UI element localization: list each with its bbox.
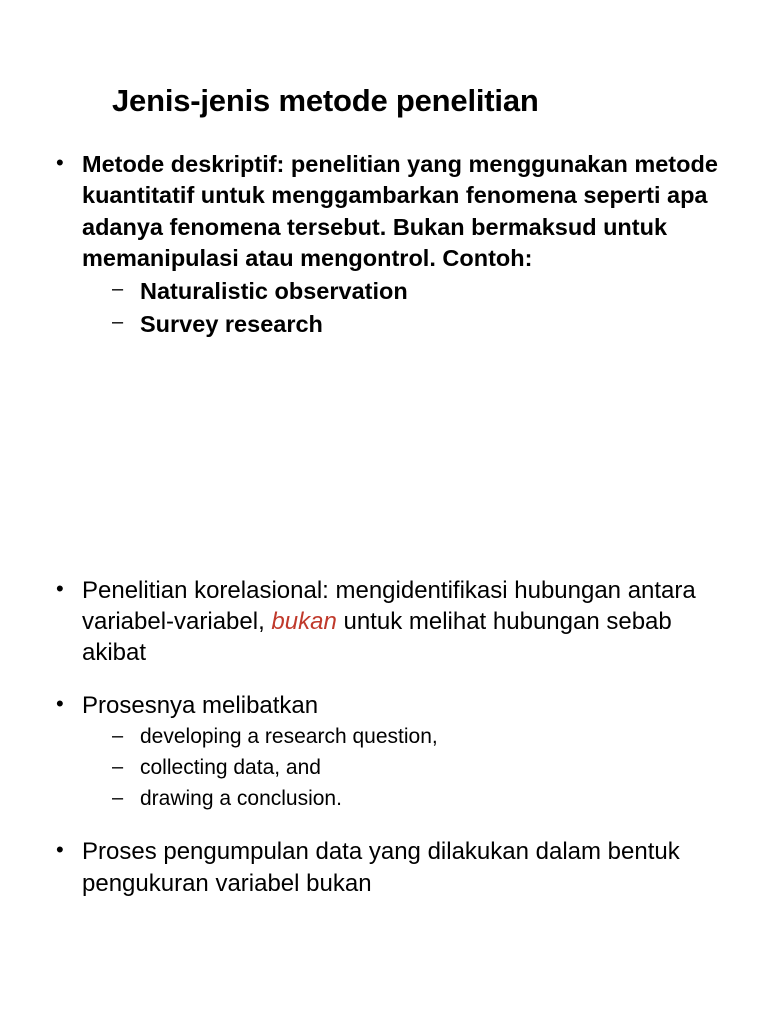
bullet-marker: • xyxy=(56,575,64,601)
bullet-text: Metode deskriptif: penelitian yang menggunakan metode kuantitatif untuk menggambarkan fenomena seperti apa adanya fenomena tersebut. Bukan bermaksud untuk memanipulasi atau mengontrol. Contoh: xyxy=(82,151,718,271)
vertical-spacer xyxy=(50,341,718,553)
list-item xyxy=(82,276,718,307)
sub-list xyxy=(82,723,718,814)
dash-marker: – xyxy=(112,278,124,301)
sub-bullet-text: Survey research xyxy=(140,311,323,338)
bullet-text: Prosesnya melibatkan xyxy=(82,692,319,720)
list-item xyxy=(82,309,718,340)
list-item xyxy=(82,785,718,814)
list-item xyxy=(82,754,718,783)
bullet-list-top xyxy=(50,149,718,341)
dash-marker: – xyxy=(112,725,124,748)
page-title: Jenis-jenis metode penelitian xyxy=(112,83,539,118)
sub-bullet-text: collecting data, and xyxy=(140,756,321,780)
list-item xyxy=(50,575,718,669)
bullet-text xyxy=(82,577,696,666)
list-item xyxy=(82,723,718,752)
list-item xyxy=(50,836,718,898)
bullet-text: Proses pengumpulan data yang dilakukan dalam bentuk pengukuran variabel bukan xyxy=(82,838,680,897)
bullet-text-pre: Penelitian korelasional: mengidentifikasi hubungan antara variabel-variabel, xyxy=(82,576,696,635)
sub-list xyxy=(82,276,718,341)
list-item xyxy=(50,690,718,814)
sub-bullet-text: developing a research question, xyxy=(140,725,438,749)
sub-bullet-text: Naturalistic observation xyxy=(140,278,408,305)
dash-marker: – xyxy=(112,787,124,810)
emphasis-word: bukan xyxy=(271,607,337,635)
bullet-marker: • xyxy=(56,837,64,863)
bullet-list-bottom xyxy=(50,575,718,899)
bullet-marker: • xyxy=(56,691,64,717)
dash-marker: – xyxy=(112,311,124,334)
sub-bullet-text: drawing a conclusion. xyxy=(140,787,342,811)
dash-marker: – xyxy=(112,756,124,779)
bullet-text-post: untuk melihat hubungan sebab akibat xyxy=(82,607,672,667)
list-item xyxy=(50,149,718,341)
bullet-marker: • xyxy=(56,150,64,176)
